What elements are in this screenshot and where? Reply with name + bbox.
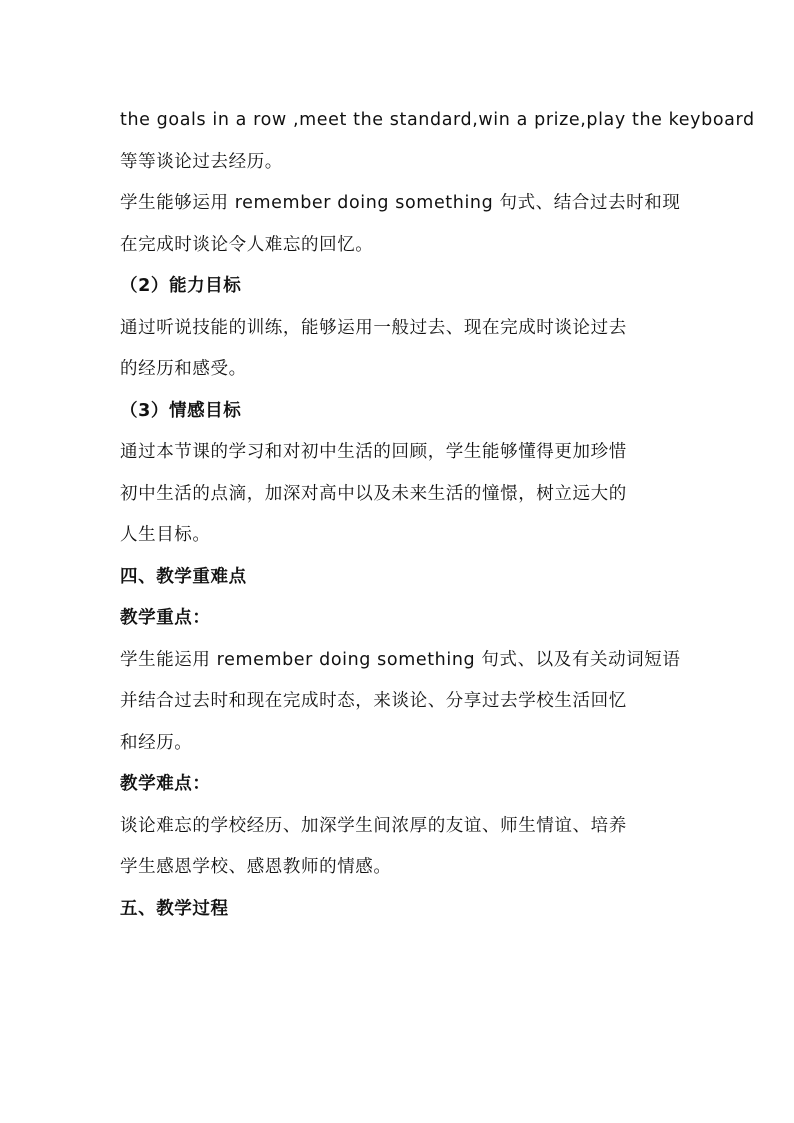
body-text-line: 并结合过去时和现在完成时态，来谈论、分享过去学校生活回忆 bbox=[120, 691, 627, 711]
section-heading: 五、教学过程 bbox=[120, 898, 229, 919]
body-text-line: 通过本节课的学习和对初中生活的回顾，学生能够懂得更加珍惜 bbox=[120, 442, 627, 462]
body-text-line: 人生目标。 bbox=[120, 525, 211, 545]
body-text-line: 学生能够运用 remember doing something 句式、结合过去时和现 bbox=[120, 193, 681, 213]
body-text-line: 的经历和感受。 bbox=[120, 359, 247, 379]
body-text-line: 在完成时谈论令人难忘的回忆。 bbox=[120, 234, 374, 255]
section-heading: 四、教学重难点 bbox=[120, 566, 247, 587]
subsection-heading: 教学重点： bbox=[120, 608, 211, 628]
body-text-line: 和经历。 bbox=[120, 732, 193, 753]
body-text-line: 等等谈论过去经历。 bbox=[120, 151, 283, 172]
body-text-line: 谈论难忘的学校经历、加深学生间浓厚的友谊、师生情谊、培养 bbox=[120, 815, 627, 836]
body-text-line: 通过听说技能的训练，能够运用一般过去、现在完成时谈论过去 bbox=[120, 317, 627, 338]
body-text-line: 学生感恩学校、感恩教师的情感。 bbox=[120, 857, 392, 877]
body-text-line: the goals in a row ,meet the standard,win a prize,play the keyboard bbox=[120, 110, 755, 130]
body-text-line: 初中生活的点滴，加深对高中以及未来生活的憧憬，树立远大的 bbox=[120, 483, 627, 504]
body-text-line: 学生能运用 remember doing something 句式、以及有关动词短语 bbox=[120, 649, 681, 670]
subsection-heading: 教学难点： bbox=[120, 774, 211, 794]
subsection-heading: （3）情感目标 bbox=[120, 400, 242, 421]
document-body bbox=[120, 100, 755, 930]
subsection-heading: （2）能力目标 bbox=[120, 276, 242, 296]
